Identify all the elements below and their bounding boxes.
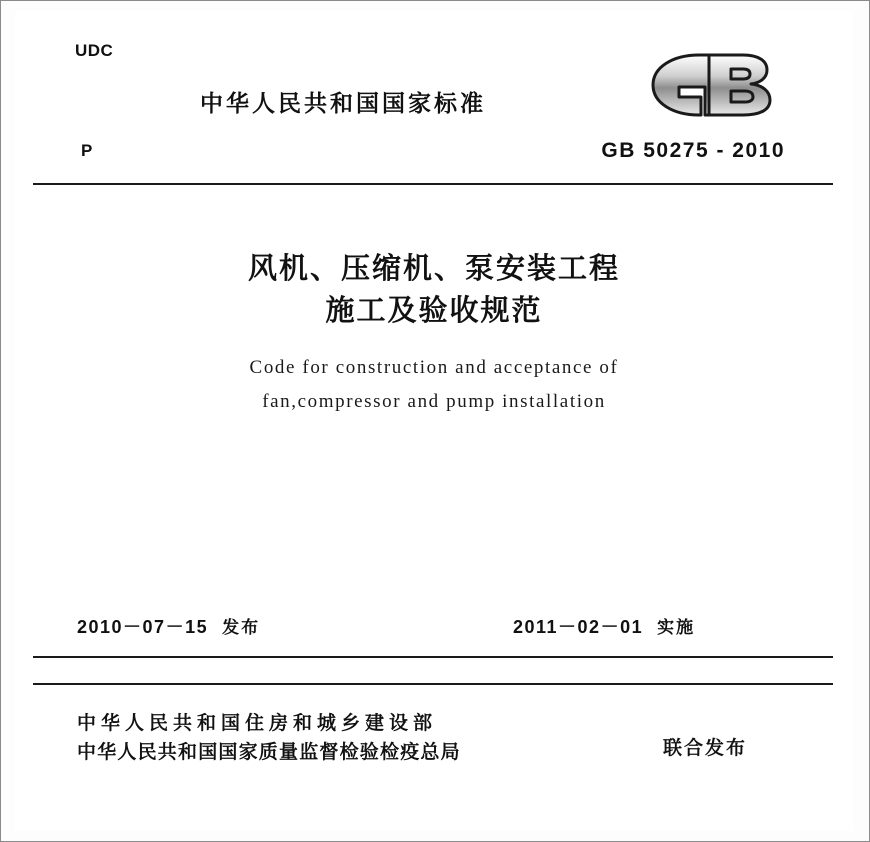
issue-word: 发布 (222, 618, 261, 638)
issuer-line-2: 中华人民共和国国家质量监督检验检疫总局 (77, 741, 461, 764)
title-cn-line1: 风机、压缩机、泵安装工程 (247, 251, 620, 285)
issuer-names (77, 709, 461, 768)
category-mark: P (81, 141, 93, 160)
issuer-block (15, 703, 853, 793)
divider-top (33, 183, 833, 185)
title-cn-line2: 施工及验收规范 (325, 293, 543, 328)
standard-number: GB 50275 - 2010 (601, 139, 785, 162)
effective-date-group (513, 613, 695, 639)
udc-label: UDC (75, 41, 114, 60)
divider-bottom (33, 683, 833, 685)
cover-sheet (15, 11, 853, 831)
title-en-line1: Code for construction and acceptance of (249, 357, 619, 379)
gb-logo-icon (643, 49, 775, 121)
divider-mid (33, 656, 833, 658)
title-en-line2: fan,compressor and pump installation (262, 391, 606, 413)
effective-date: 2011－02－01 (513, 617, 644, 637)
national-standard-title: 中华人民共和国国家标准 (200, 91, 486, 117)
title-block (15, 247, 853, 418)
issuer-line-1: 中华人民共和国住房和城乡建设部 (77, 712, 438, 734)
issue-date: 2010－07－15 (77, 617, 209, 637)
issue-date-group (77, 613, 260, 639)
effective-word: 实施 (657, 618, 696, 638)
cover-header (15, 11, 853, 179)
joint-issue-label: 联合发布 (663, 737, 748, 759)
